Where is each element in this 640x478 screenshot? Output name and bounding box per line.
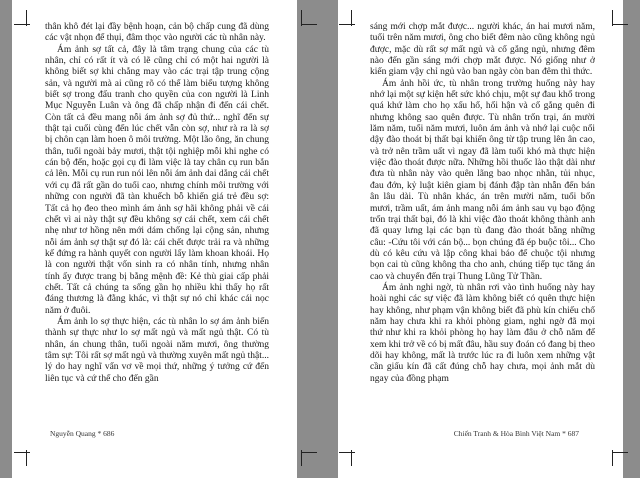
crop-mark — [301, 24, 317, 25]
right-page-footer: Chiến Tranh & Hòa Bình Việt Nam * 687 — [453, 429, 579, 438]
left-page-body — [45, 22, 269, 420]
crop-mark — [301, 452, 317, 453]
crop-mark — [339, 452, 355, 453]
paragraph: Ám ảnh hồi ức, tù nhân trong trường huống này hay nhớ lại một sự kiện hết sức khó chịu, một sự đau khổ trong quá khứ làm cho họ xấu hổ, hối hận và cố gắng quên đi nhưng không sao quên được. Tù nhân trốn trại, án mười lăm năm, tuổi năm mươi, luôn ám ảnh và nhớ lại cuộc nổi dậy đào thoát bị thất bại khiến ông từ tập trung lên ân cao, và trở nên trầm uất vì ngay đã làm tuổi khó mà thực hiện việc đào thoát được nữa. Những hồi thuốc lào thật dài như đưa tù nhân này vào quên lãng bao nhọc nhằn, tủi nhục, đau đớn, kỷ luật kiên giam bị đánh đập tàn nhẫn đến bán ân lâu dài. Tù nhân khác, án trên mười năm, tuổi bốn mươi, trầm uất, ám ảnh mang nỗi ám ảnh sau vụ bạo động trốn trại thất bại, đó là khi việc đào thoát không thành anh đã quay lưng lại các bạn tù đang đào thoát bằng những câu: -Cứu tôi với cán bộ... bọn chúng đã ép buộc tôi... Cho dù có kêu cứu và lập công khai báo để chuộc tội nhưng bọn cai tù cũng không tha cho anh, chúng tiếp tục tăng án cao và chuyển đến trại Thung Lũng Tử Thần. — [370, 78, 595, 282]
paragraph: Ám ảnh lo sợ thực hiện, các tù nhân lo sợ ám ảnh biến thành sự thực như lo sợ mất ngủ và mất ngủ thật. Có tù nhân, án chung thân, tuổi ngoài năm mươi, ông thường tâm sự: Tôi rất sợ mất ngủ và thường xuyên mất ngủ thật... lý do hay nghĩ vẩn vơ về mọi thứ, những ý tưởng cứ đến liên tục và cứ thế cho đến gần — [45, 316, 269, 384]
crop-mark — [339, 24, 355, 25]
right-page-body — [370, 22, 595, 420]
crop-mark — [14, 24, 30, 25]
crop-mark — [612, 452, 628, 453]
left-page — [12, 0, 297, 478]
paragraph: thân khô đét lại đầy bệnh hoạn, cản bộ chấp cung đã dùng các vật nhọn để thụi, đâm thọc vào người các tù nhân này. — [45, 22, 269, 44]
left-page-footer: Nguyễn Quang * 686 — [50, 429, 115, 438]
paragraph: Ám ảnh sợ tất cả, đây là tâm trạng chung của các tù nhân, chỉ có rất ít và có lẽ cũng chỉ có một hai người là không biết sợ khi chẳng may vào các trại tập trung cộng sản, và người mà ai cũng rõ có thể làm biểu tượng không biết sợ trong đấu tranh cho quyền của con người là Linh Mục Nguyễn Luân và ông đã chấp nhận đi đến cái chết. Còn tất cả đều mang nỗi ám ảnh sợ đủ thứ... nghĩ đến sự thật tại cuối cùng đến lúc chết vẫn còn sợ, như rà ra là sợ bị chôn cạn làm hoen ô môi trường. Một lão ông, ăn chung thân, tuổi ngoài bảy mươi, thật tội nghiệp mỗi khi nghe có cán bộ đến, hoặc gọi cụ đi làm việc là tay chân cụ run bắn cả lên. Mỗi cụ run run nói lên nỗi ám ảnh dai dẳng cái chết với cụ đã rất gần do tuổi cao, nhưng chính môi trường với những con người đã tàn khuếch bỗ khiến giá trẻ đều sợ: Tất cả họ đeo theo mình ám ảnh sợ hãi không phải về cái chết vì ai này thật sự đều không sợ cái chết, xem cái chết nhẹ như tơ hồng nên mới dám chống lại cộng sản, nhưng nỗi ám ảnh sợ thật sự đó là: cái chết được trải ra và những kế đứng ra hành quyết con người lấy làm khoan khoái. Họ là con người thật vốn sinh ra có nhân tính, nhưng nhân tính ấy được trang bị bằng mệnh đề: Kẻ thù giai cấp phải chết. Tất cả chúng ta sống gần họ nhiều khi thấy họ rất đáng thương là đằng khác, vì thật sự nó chỉ khác cái nọc năm ở đuôi. — [45, 44, 269, 316]
crop-mark — [14, 452, 30, 453]
paragraph: Ám ảnh nghi ngờ, tù nhân rơi vào tình huống này hay hoài nghi các sự việc đã làm không biết có quên thực hiện hay không, như phạm vận không biết đã phù kín chiếu chổ năm hay chưa khi ra khỏi phòng giam, nghi ngờ đã mọi thứ như khi ra khỏi phòng họ hay làm đâu ở chỗ năm để xem khi trở về có bị mất đâu, hầu suy đoán có đang bị theo dõi hay không, mất là trước lúc ra đi luôn xem những vật cần giấu kín đã cất đúng chỗ hay chưa, mọi ảnh mắt dù ngay của đồng phạm — [370, 282, 595, 384]
paragraph: sáng mới chợp mắt được... người khác, án hai mươi năm, tuổi trên năm mươi, ông cho biết đêm nào cũng không ngủ được, mặc dù rất sợ mất ngủ và cố gắng ngủ, nhưng đêm nào đến gần sáng mới chợp mắt được. Nó giống như ở kiến giam vậy chỉ ngủ vào ban ngày còn ban đêm thì thức. — [370, 22, 595, 78]
crop-mark — [612, 24, 628, 25]
right-page — [338, 0, 623, 478]
